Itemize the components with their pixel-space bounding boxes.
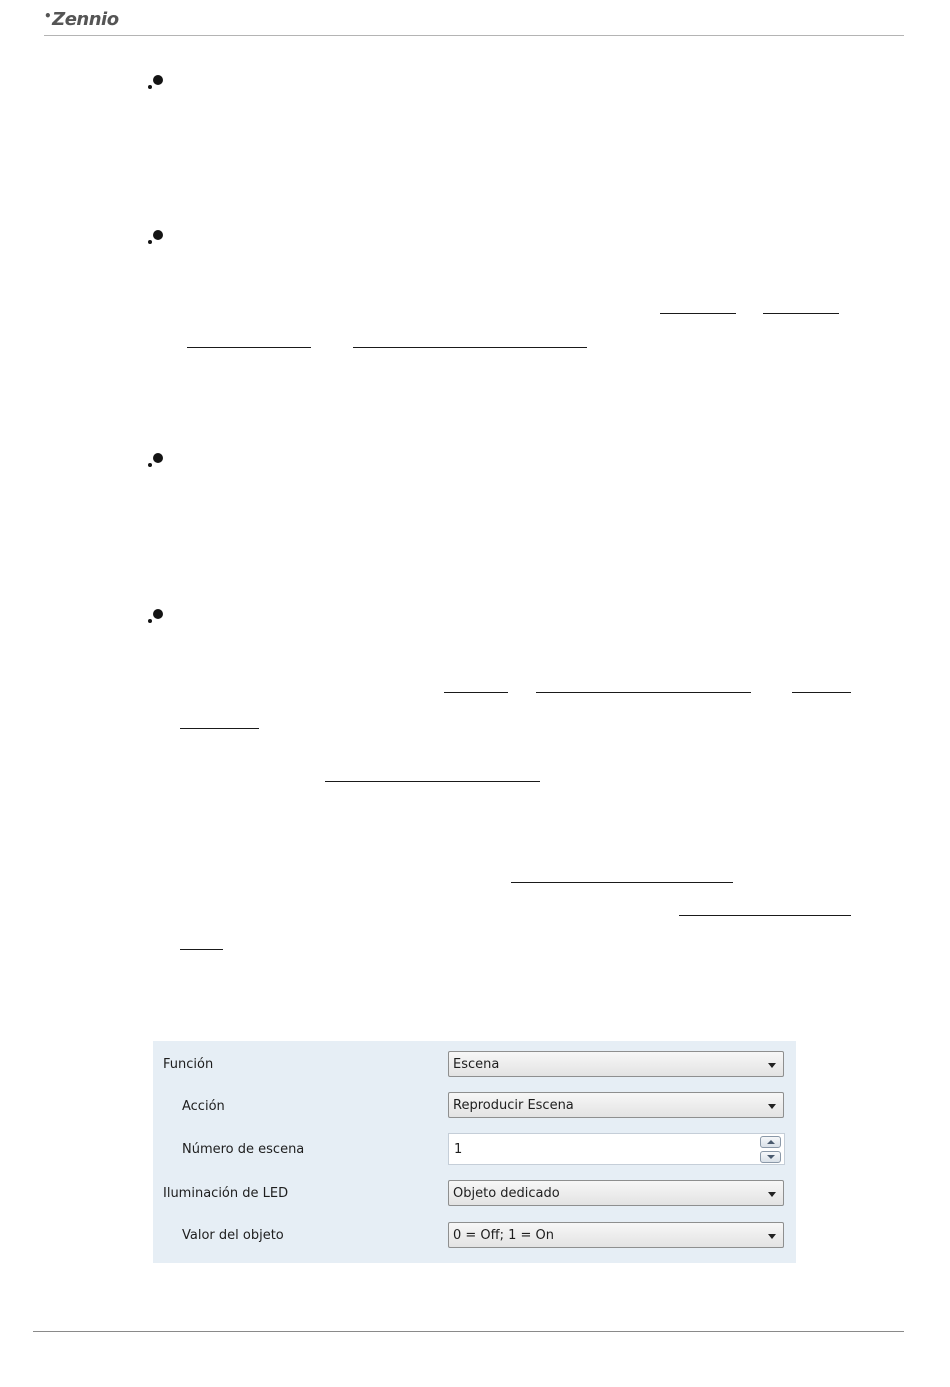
link-underline[interactable] <box>536 692 751 693</box>
parameter-panel <box>153 1041 796 1263</box>
increment-button[interactable] <box>760 1136 781 1148</box>
led-illumination-dropdown[interactable]: Objeto dedicado <box>448 1180 784 1206</box>
header-divider <box>44 35 904 36</box>
arrow-down-icon <box>767 1155 775 1159</box>
bullet-icon <box>148 230 164 246</box>
link-underline[interactable] <box>511 882 733 883</box>
link-underline[interactable] <box>187 347 311 348</box>
chevron-down-icon <box>768 1234 776 1239</box>
footer-divider <box>33 1331 904 1332</box>
scene-number-label: Número de escena <box>182 1142 305 1157</box>
function-dropdown[interactable]: Escena <box>448 1051 784 1077</box>
bullet-icon <box>148 75 164 91</box>
bullet-icon <box>148 453 164 469</box>
chevron-down-icon <box>768 1063 776 1068</box>
function-label: Función <box>163 1057 214 1072</box>
action-dropdown[interactable]: Reproducir Escena <box>448 1092 784 1118</box>
led-illumination-label: Iluminación de LED <box>163 1186 289 1201</box>
link-underline[interactable] <box>660 313 736 314</box>
bullet-icon <box>148 609 164 625</box>
chevron-down-icon <box>768 1192 776 1197</box>
link-underline[interactable] <box>763 313 839 314</box>
link-underline[interactable] <box>180 949 223 950</box>
object-value-label: Valor del objeto <box>182 1228 284 1243</box>
chevron-down-icon <box>768 1104 776 1109</box>
arrow-up-icon <box>767 1140 775 1144</box>
decrement-button[interactable] <box>760 1151 781 1163</box>
link-underline[interactable] <box>444 692 508 693</box>
link-underline[interactable] <box>325 781 540 782</box>
scene-number-stepper[interactable]: 1 <box>448 1133 785 1165</box>
zennio-logo: •Zennio <box>44 9 119 30</box>
link-underline[interactable] <box>679 915 851 916</box>
link-underline[interactable] <box>792 692 851 693</box>
link-underline[interactable] <box>180 728 259 729</box>
link-underline[interactable] <box>353 347 587 348</box>
object-value-dropdown[interactable]: 0 = Off; 1 = On <box>448 1222 784 1248</box>
action-label: Acción <box>182 1099 225 1114</box>
